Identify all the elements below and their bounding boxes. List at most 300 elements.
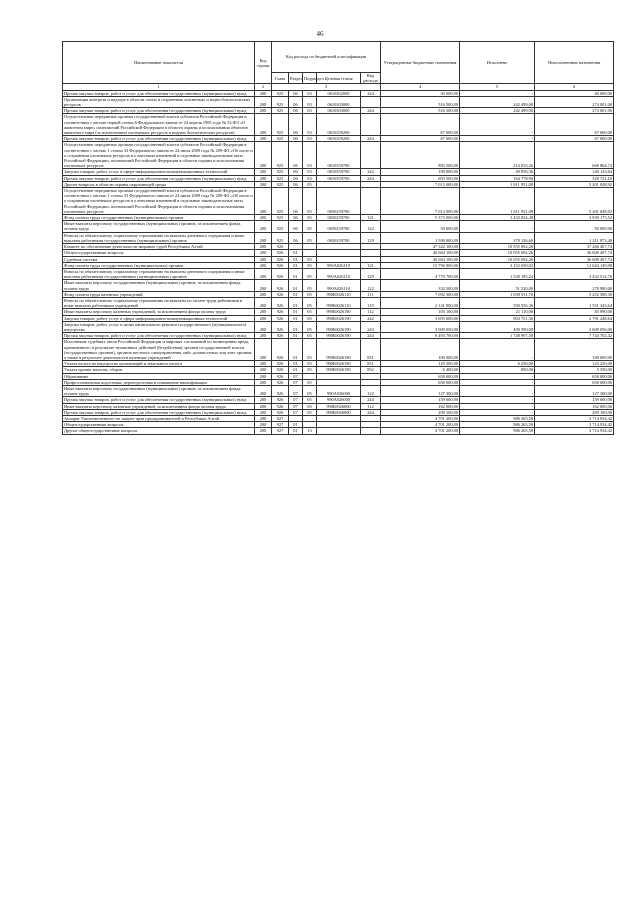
cell-executed: 6 250,00 xyxy=(460,361,535,367)
cell-unexecuted: 83 990,00 xyxy=(535,309,614,315)
cell-approved: 9 493 700,00 xyxy=(381,333,460,339)
cell-unexecuted: 3 939 175,52 xyxy=(535,215,614,221)
cell-target-item: 0610302000 xyxy=(317,90,361,96)
cell-indicator-name: Уплата прочих налогов, сборов xyxy=(63,367,255,373)
cell-unexecuted: 658 000,00 xyxy=(535,379,614,385)
table-row xyxy=(63,114,614,136)
cell-indicator-name: Прочая закупка товаров, работ и услуг для обеспечения государственных (муниципальных) нужд xyxy=(63,397,255,403)
cell-line-code: 200 xyxy=(255,136,272,142)
cell-executed: 1 811 951,08 xyxy=(460,188,535,215)
cell-unexecuted: 274 001,00 xyxy=(535,96,614,107)
cell-expense-type: 242 xyxy=(361,315,381,321)
cell-subsection: 03 xyxy=(303,90,317,96)
cell-section: 06 xyxy=(289,181,303,187)
header-unexecuted: Неисполненные назначения xyxy=(535,42,614,84)
cell-subsection: 05 xyxy=(303,321,317,332)
cell-approved: 190 000,00 xyxy=(381,169,460,175)
cell-unexecuted: 159 600,00 xyxy=(535,397,614,403)
cell-indicator-name: Взносы по обязательному социальному страхованию на выплаты по оплате труда работников и иные выплаты работникам учреждений xyxy=(63,297,255,308)
cell-unexecuted: 36 608 407,74 xyxy=(535,250,614,256)
cell-section: 06 xyxy=(289,169,303,175)
cell-expense-type: 122 xyxy=(361,280,381,291)
cell-unexecuted: 100 000,00 xyxy=(535,339,614,361)
cell-unexecuted: 40 000,00 xyxy=(535,90,614,96)
cell-subsection: 05 xyxy=(303,315,317,321)
cell-approved: 100 000,00 xyxy=(381,339,460,361)
cell-indicator-name: Закупка товаров, работ, услуг в сфере информационно-коммуникационных технологий xyxy=(63,315,255,321)
cell-chapter: 925 xyxy=(272,169,289,175)
cell-line-code: 200 xyxy=(255,250,272,256)
cell-target-item: 0610303000 xyxy=(317,96,361,107)
cell-approved: 2 141 900,00 xyxy=(381,297,460,308)
cell-target-item: 0650259700 xyxy=(317,188,361,215)
cell-executed: - xyxy=(460,221,535,232)
column-number: 2 xyxy=(255,84,272,90)
cell-indicator-name: Осуществление переданных органам государственной власти субъектов Российской Федерации в соответствии с частью первой статьи 6 Федерального закона от 24 апреля 1995 года № 52-ФЗ «О животном мире» полномочий Российской Федерации в области охраны и использования объектов животного мира (за исключением охотничьих ресурсов и водных биологических ресурсов) xyxy=(63,114,255,136)
cell-expense-type: 852 xyxy=(361,367,381,373)
cell-target-item: 990Ю026190 xyxy=(317,339,361,361)
cell-subsection: 05 xyxy=(303,297,317,308)
cell-executed: 850,00 xyxy=(460,367,535,373)
cell-expense-type: 112 xyxy=(361,403,381,409)
cell-chapter: 926 xyxy=(272,397,289,403)
cell-subsection: 05 xyxy=(303,333,317,339)
cell-line-code: 200 xyxy=(255,142,272,169)
cell-line-code: 200 xyxy=(255,188,272,215)
cell-section: 06 xyxy=(289,114,303,136)
cell-approved: 516 500,00 xyxy=(381,108,460,114)
cell-unexecuted: 2 791 248,64 xyxy=(535,315,614,321)
header-budget-classification: Код расхода по бюджетной классификации xyxy=(272,42,381,73)
table-row xyxy=(63,315,614,321)
cell-expense-type: 242 xyxy=(361,169,381,175)
cell-unexecuted: 528 721,10 xyxy=(535,175,614,181)
cell-approved: 127 300,00 xyxy=(381,385,460,396)
cell-approved: 3 009 050,00 xyxy=(381,321,460,332)
cell-subsection: 05 xyxy=(303,215,317,221)
table-row xyxy=(63,385,614,396)
cell-subsection: 03 xyxy=(303,136,317,142)
cell-indicator-name: Прочая закупка товаров, работ и услуг для обеспечения государственных (муниципальных) нужд xyxy=(63,108,255,114)
cell-target-item: 990Ю026190 xyxy=(317,309,361,315)
cell-line-code: 200 xyxy=(255,114,272,136)
cell-approved: 46 664 100,00 xyxy=(381,250,460,256)
column-number: 6 xyxy=(535,84,614,90)
cell-line-code: 200 xyxy=(255,409,272,415)
cell-indicator-name: Взносы по обязательному социальному страхованию на выплаты денежного содержания и иные выплаты работникам государственных (муниципальных) органов xyxy=(63,268,255,279)
cell-executed: - xyxy=(460,373,535,379)
cell-line-code: 200 xyxy=(255,256,272,262)
cell-section: 06 xyxy=(289,142,303,169)
header-section: Раздел xyxy=(289,73,303,84)
cell-target-item: 990А026000 xyxy=(317,385,361,396)
cell-line-code: 200 xyxy=(255,169,272,175)
cell-section: 01 xyxy=(289,309,303,315)
cell-section: 06 xyxy=(289,108,303,114)
cell-subsection: 05 xyxy=(303,256,317,262)
cell-indicator-name: Иные выплаты персоналу казенных учреждений, за исключением фонда оплаты труда xyxy=(63,403,255,409)
cell-executed: 1 748 997,58 xyxy=(460,333,535,339)
cell-subsection: 05 xyxy=(303,232,317,243)
cell-approved: 4 701 200,00 xyxy=(381,422,460,428)
cell-approved: 332 500,00 xyxy=(381,280,460,291)
cell-subsection: 05 xyxy=(303,397,317,403)
cell-subsection: 05 xyxy=(303,268,317,279)
cell-expense-type: 831 xyxy=(361,339,381,361)
cell-unexecuted: 127 300,00 xyxy=(535,385,614,396)
cell-indicator-name: Фонд оплаты труда казенных учреждений xyxy=(63,291,255,297)
cell-chapter: 926 xyxy=(272,321,289,332)
cell-chapter: 925 xyxy=(272,221,289,232)
cell-subsection: 05 xyxy=(303,361,317,367)
table-row xyxy=(63,175,614,181)
cell-unexecuted: 2 608 056,00 xyxy=(535,321,614,332)
cell-approved: 105 100,00 xyxy=(381,309,460,315)
cell-section: 06 xyxy=(289,136,303,142)
cell-line-code: 200 xyxy=(255,415,272,421)
cell-subsection: 05 xyxy=(303,385,317,396)
table-row xyxy=(63,321,614,332)
cell-executed: 1 338 185,24 xyxy=(460,268,535,279)
table-row xyxy=(63,262,614,268)
cell-line-code: 200 xyxy=(255,373,272,379)
cell-indicator-name: Осуществление переданных органам государственной власти субъектов Российской Федерации в соответствии с частью 1 статьи 33 Федерального закона от 24 июля 2009 года № 209-ФЗ «Об охоте и о сохранении охотничьих ресурсов и о внесении изменений в отдельные законодательные акты Российской Федерации» полномочий Российской Федерации в области охраны и использования охотничьих ресурсов xyxy=(64,142,253,169)
cell-executed: - xyxy=(460,114,535,136)
cell-indicator-name: Прочая закупка товаров, работ и услуг для обеспечения государственных (муниципальных) нужд xyxy=(63,175,255,181)
table-row xyxy=(63,96,614,107)
cell-target-item: 990Ю026190 xyxy=(317,333,361,339)
cell-line-code: 200 xyxy=(255,403,272,409)
cell-expense-type xyxy=(361,142,381,169)
cell-unexecuted: 3 714 934,42 xyxy=(535,428,614,434)
cell-unexecuted: 37 266 407,74 xyxy=(535,244,614,250)
cell-subsection: 03 xyxy=(303,96,317,107)
cell-executed: - xyxy=(460,339,535,361)
cell-line-code: 200 xyxy=(255,181,272,187)
header-target-item: Целевая статья xyxy=(317,73,361,84)
cell-subsection: 03 xyxy=(303,142,317,169)
table-row xyxy=(63,333,614,339)
cell-executed: 378 126,60 xyxy=(460,232,535,243)
cell-expense-type: 244 xyxy=(361,90,381,96)
cell-unexecuted: 5 201 048,92 xyxy=(535,181,614,187)
cell-expense-type: 244 xyxy=(361,397,381,403)
header-chapter: Глава xyxy=(272,73,289,84)
cell-approved: 67 600,00 xyxy=(381,114,460,136)
table-row xyxy=(63,268,614,279)
cell-section: 01 xyxy=(289,333,303,339)
header-approved: Утвержденные бюджетные назначения xyxy=(381,42,460,84)
column-number: 4 xyxy=(381,84,460,90)
cell-chapter: 927 xyxy=(272,415,289,421)
cell-executed: 1 433 824,48 xyxy=(460,215,535,221)
cell-chapter: 927 xyxy=(272,422,289,428)
cell-unexecuted: 1 551 343,64 xyxy=(535,297,614,308)
cell-unexecuted: 7 744 702,42 xyxy=(535,333,614,339)
cell-executed: 10 055 692,26 xyxy=(460,256,535,262)
cell-expense-type xyxy=(361,428,381,434)
cell-indicator-name: Иные выплаты персоналу государственных (муниципальных) органов, за исключением фонда оплаты труда xyxy=(63,280,255,291)
cell-executed: - xyxy=(460,397,535,403)
cell-line-code: 200 xyxy=(255,422,272,428)
cell-approved: 1 590 000,00 xyxy=(381,232,460,243)
cell-approved: 7 013 000,00 xyxy=(381,188,460,215)
cell-approved: 40 000,00 xyxy=(381,90,460,96)
cell-target-item: 0610359700 xyxy=(317,169,361,175)
cell-line-code: 200 xyxy=(255,428,272,434)
cell-expense-type xyxy=(361,96,381,107)
cell-subsection: 05 xyxy=(303,291,317,297)
cell-expense-type xyxy=(361,114,381,136)
cell-indicator-name: Комитет по обеспечению деятельности мировых судей Республики Алтай xyxy=(63,244,255,250)
cell-unexecuted: 3 714 934,42 xyxy=(535,422,614,428)
cell-target-item: 990Ю026000 xyxy=(317,409,361,415)
cell-executed: 49 856,36 xyxy=(460,169,535,175)
table-row xyxy=(63,232,614,243)
cell-chapter: 925 xyxy=(272,96,289,107)
cell-section: 01 xyxy=(289,280,303,291)
cell-unexecuted: 123 250,00 xyxy=(535,361,614,367)
cell-approved: 658 000,00 xyxy=(381,379,460,385)
cell-indicator-name: Иные выплаты персоналу государственных (муниципальных) органов, за исключением фонда оплаты труда xyxy=(63,385,255,396)
cell-approved: 67 600,00 xyxy=(381,136,460,142)
cell-unexecuted: 668 864,74 xyxy=(535,142,614,169)
cell-executed: 164 778,90 xyxy=(460,175,535,181)
cell-target-item: 0610303000 xyxy=(317,108,361,114)
cell-subsection: 05 xyxy=(303,403,317,409)
cell-executed: 242 499,00 xyxy=(460,96,535,107)
cell-indicator-name: Исполнение судебных актов Российской Федерации и мировых соглашений по возмещению вреда, причиненного в результате незаконных действий (бездействия) органов государственной власти (государственных органов), органов местного самоуправления либо должностных лиц этих органов, а также в результате деятельности казенных учреждений xyxy=(63,339,255,361)
column-number: 5 xyxy=(460,84,535,90)
cell-chapter: 925 xyxy=(272,232,289,243)
cell-unexecuted: 50 000,00 xyxy=(535,221,614,232)
cell-line-code: 200 xyxy=(255,385,272,396)
cell-executed: - xyxy=(460,409,535,415)
cell-chapter: 926 xyxy=(272,291,289,297)
cell-line-code: 200 xyxy=(255,244,272,250)
header-subsection: Подраздел xyxy=(303,73,317,84)
cell-executed: 1 811 951,08 xyxy=(460,181,535,187)
cell-section: 06 xyxy=(289,188,303,215)
header-executed: Исполнено xyxy=(460,42,535,84)
cell-executed: 1 839 911,70 xyxy=(460,291,535,297)
cell-chapter: 926 xyxy=(272,379,289,385)
cell-chapter: 926 xyxy=(272,333,289,339)
table-row xyxy=(63,142,614,169)
cell-subsection: 05 xyxy=(303,188,317,215)
cell-section: 01 xyxy=(289,297,303,308)
cell-target-item: 990Ю026190 xyxy=(317,367,361,373)
cell-chapter: 926 xyxy=(272,373,289,379)
cell-approved: 209 100,00 xyxy=(381,409,460,415)
header-name: Наименование показателя xyxy=(63,42,255,84)
cell-expense-type: 244 xyxy=(361,333,381,339)
cell-executed: 903 751,36 xyxy=(460,315,535,321)
cell-chapter: 926 xyxy=(272,262,289,268)
cell-target-item: 990А026110 xyxy=(317,280,361,291)
cell-section: 01 xyxy=(289,268,303,279)
cell-indicator-name: Закупка товаров, работ, услуг в целях капитального ремонта государственного (муниципального) имущества xyxy=(63,321,255,332)
cell-expense-type: 111 xyxy=(361,291,381,297)
cell-indicator-name: Закупка товаров, работ, услуг в сфере информационно-коммуникационных технологий xyxy=(63,169,255,175)
cell-indicator-name: Фонд оплаты труда государственных (муниципальных) органов xyxy=(63,262,255,268)
cell-indicator-name: Аппарат Уполномоченного по защите прав предпринимателей в Республике Алтай xyxy=(63,415,255,421)
cell-executed: 214 635,26 xyxy=(460,142,535,169)
cell-unexecuted: 5 550,00 xyxy=(535,367,614,373)
cell-subsection: 03 xyxy=(303,108,317,114)
table-row xyxy=(63,215,614,221)
table-row xyxy=(63,280,614,291)
cell-approved: 162 000,00 xyxy=(381,403,460,409)
cell-expense-type: 243 xyxy=(361,321,381,332)
cell-line-code: 200 xyxy=(255,361,272,367)
cell-executed: - xyxy=(460,385,535,396)
cell-line-code: 200 xyxy=(255,309,272,315)
cell-indicator-name: Другие общегосударственные вопросы xyxy=(63,428,255,434)
table-body xyxy=(63,90,614,434)
cell-target-item: 990А026000 xyxy=(317,397,361,403)
cell-expense-type: 122 xyxy=(361,385,381,396)
cell-target-item: 0650259700 xyxy=(317,221,361,232)
table-row xyxy=(63,297,614,308)
cell-chapter: 926 xyxy=(272,244,289,250)
cell-chapter: 927 xyxy=(272,428,289,434)
cell-chapter: 926 xyxy=(272,361,289,367)
cell-chapter: 926 xyxy=(272,280,289,291)
cell-approved: 4 701 200,00 xyxy=(381,428,460,434)
cell-indicator-name: Фонд оплаты труда государственных (муниципальных) органов xyxy=(63,215,255,221)
cell-line-code: 200 xyxy=(255,339,272,361)
cell-line-code: 200 xyxy=(255,221,272,232)
cell-chapter: 926 xyxy=(272,315,289,321)
cell-section: 07 xyxy=(289,403,303,409)
cell-subsection: 05 xyxy=(303,339,317,361)
budget-execution-table xyxy=(62,41,614,435)
cell-chapter: 926 xyxy=(272,403,289,409)
cell-chapter: 925 xyxy=(272,215,289,221)
cell-subsection: 03 xyxy=(303,169,317,175)
cell-line-code: 200 xyxy=(255,367,272,373)
cell-line-code: 200 xyxy=(255,379,272,385)
cell-approved: 7 013 000,00 xyxy=(381,181,460,187)
cell-target-item: 990Ю026110 xyxy=(317,297,361,308)
cell-target-item: 0610359700 xyxy=(317,142,361,169)
table-row xyxy=(63,169,614,175)
cell-line-code: 200 xyxy=(255,315,272,321)
table-row xyxy=(63,339,614,361)
cell-line-code: 200 xyxy=(255,291,272,297)
cell-executed: 10 055 692,26 xyxy=(460,250,535,256)
cell-section: 01 xyxy=(289,339,303,361)
cell-subsection: 05 xyxy=(303,221,317,232)
cell-expense-type: 112 xyxy=(361,309,381,315)
cell-target-item xyxy=(317,428,361,434)
column-number: 1 xyxy=(63,84,255,90)
page-number: 46 xyxy=(316,30,324,38)
cell-section: 06 xyxy=(289,221,303,232)
cell-chapter: 926 xyxy=(272,385,289,396)
cell-section: 06 xyxy=(289,175,303,181)
cell-subsection: 13 xyxy=(303,428,317,434)
cell-target-item: 0610359700 xyxy=(317,175,361,181)
cell-target-item: 0610359200 xyxy=(317,136,361,142)
cell-subsection: 05 xyxy=(303,409,317,415)
cell-expense-type: 244 xyxy=(361,136,381,142)
cell-expense-type: 121 xyxy=(361,262,381,268)
cell-subsection: 05 xyxy=(303,379,317,385)
cell-indicator-name: Профессиональная подготовка, переподготовка и повышение квалификации xyxy=(63,379,255,385)
cell-unexecuted: 67 600,00 xyxy=(535,114,614,136)
cell-expense-type: 244 xyxy=(361,108,381,114)
cell-unexecuted: 3 714 934,42 xyxy=(535,415,614,421)
cell-executed: - xyxy=(460,403,535,409)
cell-target-item: 990Ю026190 xyxy=(317,361,361,367)
cell-approved: 6 400,00 xyxy=(381,367,460,373)
cell-line-code: 200 xyxy=(255,280,272,291)
cell-approved: 4 701 200,00 xyxy=(381,415,460,421)
cell-indicator-name: Образование xyxy=(63,373,255,379)
cell-chapter: 925 xyxy=(272,108,289,114)
cell-approved: 7 092 500,00 xyxy=(381,291,460,297)
cell-line-code: 200 xyxy=(255,262,272,268)
cell-line-code: 200 xyxy=(255,268,272,279)
cell-target-item: 990Ю026110 xyxy=(317,291,361,297)
cell-section: 06 xyxy=(289,215,303,221)
cell-line-code: 200 xyxy=(255,321,272,332)
cell-indicator-name: Прочая закупка товаров, работ и услуг для обеспечения государственных (муниципальных) нужд xyxy=(63,409,255,415)
cell-chapter: 925 xyxy=(272,181,289,187)
cell-section: 01 xyxy=(289,321,303,332)
cell-expense-type: 244 xyxy=(361,175,381,181)
cell-unexecuted: 209 100,00 xyxy=(535,409,614,415)
cell-line-code: 200 xyxy=(255,175,272,181)
cell-line-code: 200 xyxy=(255,215,272,221)
table-row xyxy=(63,309,614,315)
cell-indicator-name: Осуществление переданных органам государственной власти субъектов Российской Федерации в соответствии с частью 1 статьи 33 Федерального закона от 24 июля 2009 года № 209-ФЗ «Об охоте и о сохранении охотничьих ресурсов и о внесении изменений в отдельные законодательные акты Российской Федерации» полномочий Российской Федерации в области охраны и использования охотничьих ресурсов xyxy=(64,188,253,214)
cell-subsection: 03 xyxy=(303,175,317,181)
cell-expense-type: 244 xyxy=(361,409,381,415)
cell-approved: 129 500,00 xyxy=(381,361,460,367)
cell-section: 01 xyxy=(289,428,303,434)
cell-chapter: 926 xyxy=(272,268,289,279)
cell-chapter: 926 xyxy=(272,256,289,262)
cell-approved: 47 322 100,00 xyxy=(381,244,460,250)
cell-section: 06 xyxy=(289,232,303,243)
cell-executed: - xyxy=(460,90,535,96)
table-row xyxy=(63,428,614,434)
cell-chapter: 925 xyxy=(272,188,289,215)
cell-approved: 658 000,00 xyxy=(381,373,460,379)
cell-approved: 50 000,00 xyxy=(381,221,460,232)
cell-unexecuted: 12 644 149,98 xyxy=(535,262,614,268)
cell-section: 07 xyxy=(289,379,303,385)
cell-subsection: 05 xyxy=(303,367,317,373)
cell-section: 06 xyxy=(289,90,303,96)
cell-approved: 159 600,00 xyxy=(381,397,460,403)
cell-section: 06 xyxy=(289,96,303,107)
cell-expense-type: 122 xyxy=(361,221,381,232)
cell-section: 01 xyxy=(289,422,303,428)
cell-executed: 986 265,58 xyxy=(460,422,535,428)
cell-section: 01 xyxy=(289,262,303,268)
cell-section: 07 xyxy=(289,385,303,396)
cell-approved: 15 796 800,00 xyxy=(381,262,460,268)
cell-section: 01 xyxy=(289,315,303,321)
cell-executed: 3 152 650,02 xyxy=(460,262,535,268)
cell-chapter: 925 xyxy=(272,136,289,142)
cell-subsection: 05 xyxy=(303,280,317,291)
cell-executed: 10 955 692,26 xyxy=(460,244,535,250)
